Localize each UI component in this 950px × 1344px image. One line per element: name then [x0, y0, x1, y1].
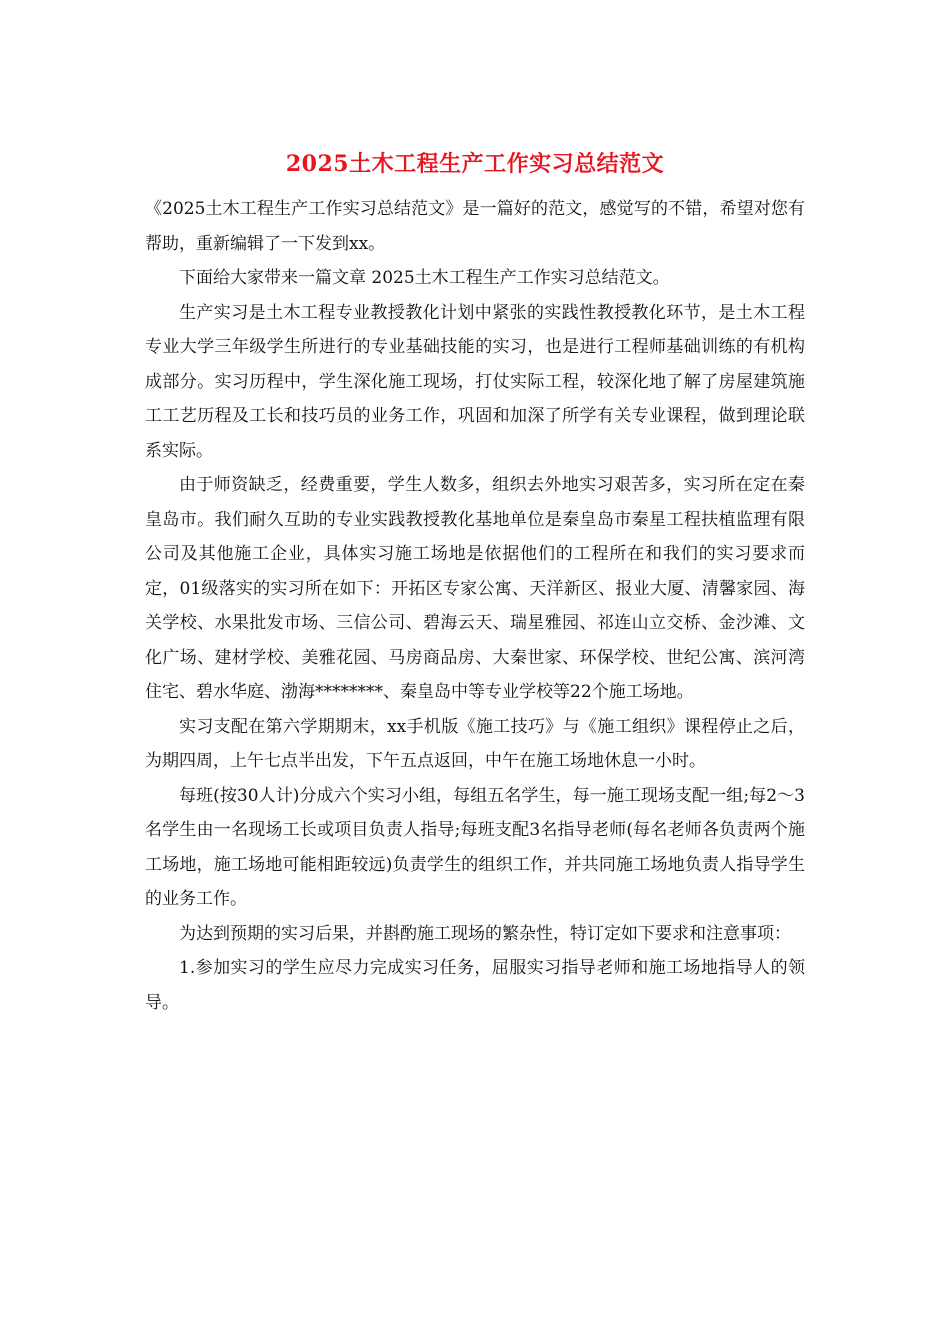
- body-paragraph: 为达到预期的实习后果，并斟酌施工现场的繁杂性，特订定如下要求和注意事项：: [179, 923, 791, 944]
- intro-paragraph: 《2025土木工程生产工作实习总结范文》是一篇好的范文，感觉写的不错，希望对您有帮助，重新编辑了一下发到xx。: [145, 199, 805, 254]
- body-paragraph: 实习支配在第六学期期末，xx手机版《施工技巧》与《施工组织》课程停止之后，为期四周，上午七点半出发，下午五点返回，中午在施工场地休息一小时。: [145, 716, 805, 771]
- body-paragraph: 生产实习是土木工程专业教授教化计划中紧张的实践性教授教化环节，是土木工程专业大学三年级学生所进行的专业基础技能的实习，也是进行工程师基础训练的有机构成部分。实习历程中，学生深化施工现场，打仗实际工程，较深化地了解了房屋建筑施工工艺历程及工长和技巧员的业务工作，巩固和加深了所学有关专业课程，做到理论联系实际。: [145, 302, 805, 461]
- body-paragraph: 由于师资缺乏，经费重要，学生人数多，组织去外地实习艰苦多，实习所在定在秦皇岛市。我们耐久互助的专业实践教授教化基地单位是秦皇岛市秦星工程扶植监理有限公司及其他施工企业，具体实习施工场地是依据他们的工程所在和我们的实习要求而定，01级落实的实习所在如下：开拓区专家公寓、天洋新区、报业大厦、清馨家园、海关学校、水果批发市场、三信公司、碧海云天、瑞星雅园、祁连山立交桥、金沙滩、文化广场、建材学校、美雅花园、马房商品房、大秦世家、环保学校、世纪公寓、滨河湾住宅、碧水华庭、渤海********、秦皇岛中等专业学校等22个施工场地。: [145, 475, 805, 702]
- list-item-paragraph: 1.参加实习的学生应尽力完成实习任务，屈服实习指导老师和施工场地指导人的领导。: [145, 958, 805, 1013]
- document-page: [145, 148, 805, 1020]
- document-title: 2025土木工程生产工作实习总结范文: [285, 151, 665, 177]
- lead-paragraph: 下面给大家带来一篇文章 2025土木工程生产工作实习总结范文。: [179, 268, 670, 288]
- body-paragraph: 每班(按30人计)分成六个实习小组，每组五名学生，每一施工现场支配一组;每2～3名学生由一名现场工长或项目负责人指导;每班支配3名指导老师(每名老师各负责两个施工场地，施工场地可能相距较远)负责学生的组织工作，并共同施工场地负责人指导学生的业务工作。: [145, 785, 805, 909]
